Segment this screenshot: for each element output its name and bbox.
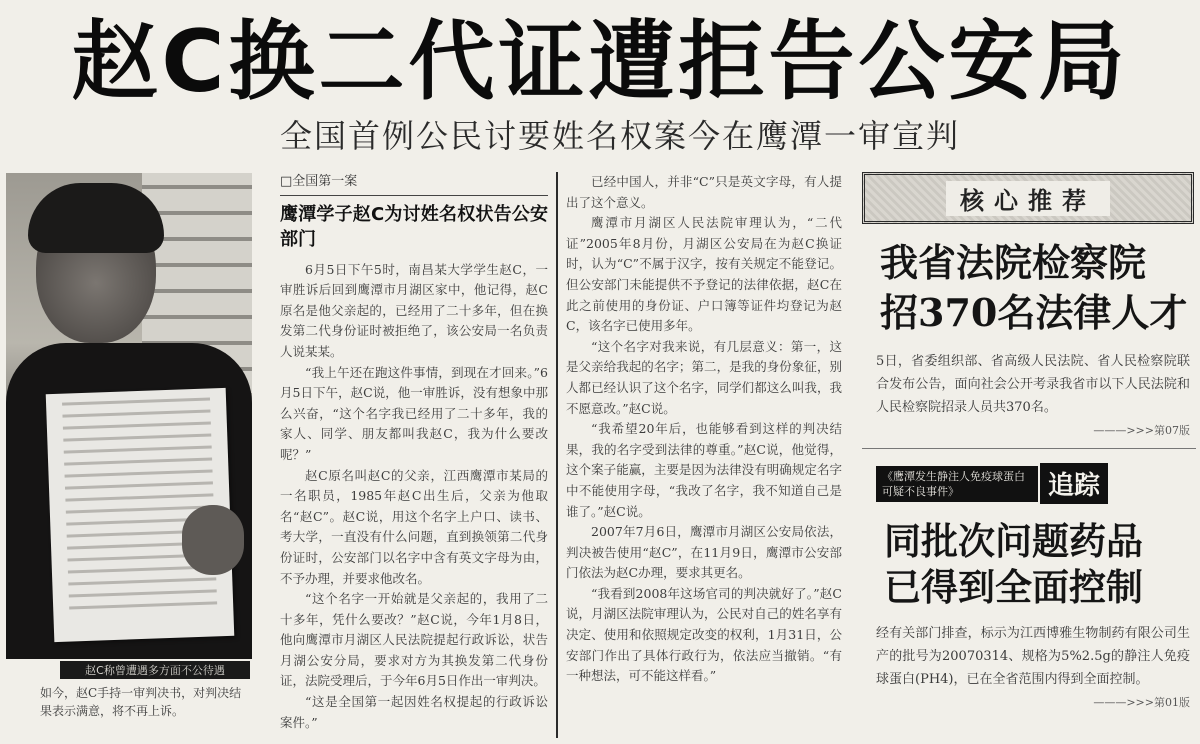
story1-title[interactable] <box>880 238 1196 338</box>
photo-person-hair <box>28 183 164 253</box>
article-paragraph: “我上午还在跑这件事情，到现在才回来。”6月5日下午，赵C说，他一审胜诉，没有想象中那么兴奋，“这个名字我已经用了二十多年，我的家人、同学、朋友都叫我赵C，我为什么要改呢？” <box>280 364 548 462</box>
story1-summary <box>876 350 1190 442</box>
article-paragraph: 赵C原名叫赵C的父亲，江西鹰潭市某局的一名职员，1985年赵C出生后，父亲为他取名“赵C”。赵C说，用这个名字上户口、读书、考大学，一直没有什么问题，直到换领第二代身份证时，公安部门以名字中含有英文字母为由，不予办理，并要求他改名。 <box>280 467 548 586</box>
recommend-banner-label: 核心推荐 <box>946 181 1110 216</box>
follow-up-source: 《鹰潭发生静注人免疫球蛋白可疑不良事件》 <box>876 466 1038 502</box>
story2-body: 经有关部门排查，标示为江西博雅生物制药有限公司生产的批号为20070314、规格为5%2.5g的静注人免疫球蛋白(PH4)，已在全省范围内得到全面控制。 <box>876 626 1190 687</box>
headline: 赵C换二代证遭拒告公安局 <box>71 12 1129 112</box>
article-column-1 <box>280 172 548 738</box>
story1-body: 5日，省委组织部、省高级人民法院、省人民检察院联合发布公告，面向社会公开考录我省市以下人民法院和人民检察院招录人员共370名。 <box>876 354 1190 415</box>
story2-title[interactable] <box>884 518 1196 610</box>
article-paragraph: 6月5日下午5时，南昌某大学学生赵C，一审胜诉后回到鹰潭市月湖区家中，他记得，赵C原名是他父亲起的，已经用了二十多年，但在换发第二代身份证时被拒绝了，该公安局一名负责人说某某。 <box>280 261 548 359</box>
story2-page-ref[interactable]: ———>>>第01版 <box>1093 696 1190 709</box>
article-paragraph: “我希望20年后，也能够看到这样的判决结果，我的名字受到法律的尊重。”赵C说，他觉得，这个案子能赢，主要是因为法律没有明确规定名字中不能使用字母，“我改了名字，我不知道自己是谁了。”赵C说。 <box>566 421 842 519</box>
article-paragraph: “这个名字对我来说，有几层意义：第一，这是父亲给我起的名字；第二，是我的身份象征，别人都已经认识了这个名字，同学们都这么叫我，我不愿意改。”赵C说。 <box>566 338 842 416</box>
story1-title-line1: 我省法院检察院 <box>880 240 1147 285</box>
follow-up-header <box>876 463 1196 504</box>
article-title: 鹰潭学子赵C为讨姓名权状告公安部门 <box>280 203 548 250</box>
sidebar-divider <box>862 448 1196 449</box>
photo-hand <box>182 505 244 575</box>
news-photo <box>6 173 252 659</box>
story1-page-ref[interactable]: ———>>>第07版 <box>1093 424 1190 437</box>
article-paragraph: “这是全国第一起因姓名权提起的行政诉讼案件。” <box>280 694 548 730</box>
photo-caption-label: 赵C称曾遭遇多方面不公待遇 <box>60 661 250 679</box>
story2-summary <box>876 622 1190 714</box>
sidebar-recommendations <box>862 172 1196 738</box>
article-paragraph: 鹰潭市月湖区人民法院审理认为，“二代证”2005年8月份，月湖区公安局在为赵C换证时，认为“C”不属于汉字，按有关规定不能登记。但公安部门未能提供不予登记的法律依据，赵C在此之前使用的身份证、户口簿等证件均登记为赵C，该名字已使用多年。 <box>566 215 842 334</box>
recommend-banner <box>862 172 1194 224</box>
article-paragraph: “这个名字一开始就是父亲起的，我用了二十多年，凭什么要改？”赵C说，今年1月8日，他向鹰潭市月湖区人民法院提起行政诉讼，状告月湖公安分局，要求对方为其换发第二代身份证，法院受理后，于今年6月5日作出一审判决。 <box>280 591 548 689</box>
story1-title-line2: 招370名法律人才 <box>880 290 1188 335</box>
article-column-2 <box>566 172 842 738</box>
article-paragraph: 已经中国人，并非“C”只是英文字母，有人提出了这个意义。 <box>566 174 842 210</box>
article-kicker: □全国第一案 <box>280 172 548 196</box>
story2-title-line2: 已得到全面控制 <box>884 565 1143 609</box>
article-paragraph: “我看到2008年这场官司的判决就好了。”赵C说，月湖区法院审理认为，公民对自己的姓名享有决定、使用和依照规定改变的权利，1月31日，公安部门作出了具体行政行为，依法应当撤销。“有一种想法，可不能这样看。” <box>566 585 842 684</box>
column-divider <box>556 172 558 738</box>
photo-caption-text: 如今，赵C手持一审判决书，对判决结果表示满意，将不再上诉。 <box>40 686 242 718</box>
subheadline: 全国首例公民讨要姓名权案今在鹰潭一审宣判 <box>280 117 961 155</box>
story2-title-line1: 同批次问题药品 <box>884 519 1143 563</box>
article-paragraph: 2007年7月6日，鹰潭市月湖区公安局依法，判决被告使用“赵C”，在11月9日，鹰潭市公安部门依法为赵C办理，要求其更名。 <box>566 524 842 581</box>
follow-up-tag: 追踪 <box>1040 463 1108 504</box>
